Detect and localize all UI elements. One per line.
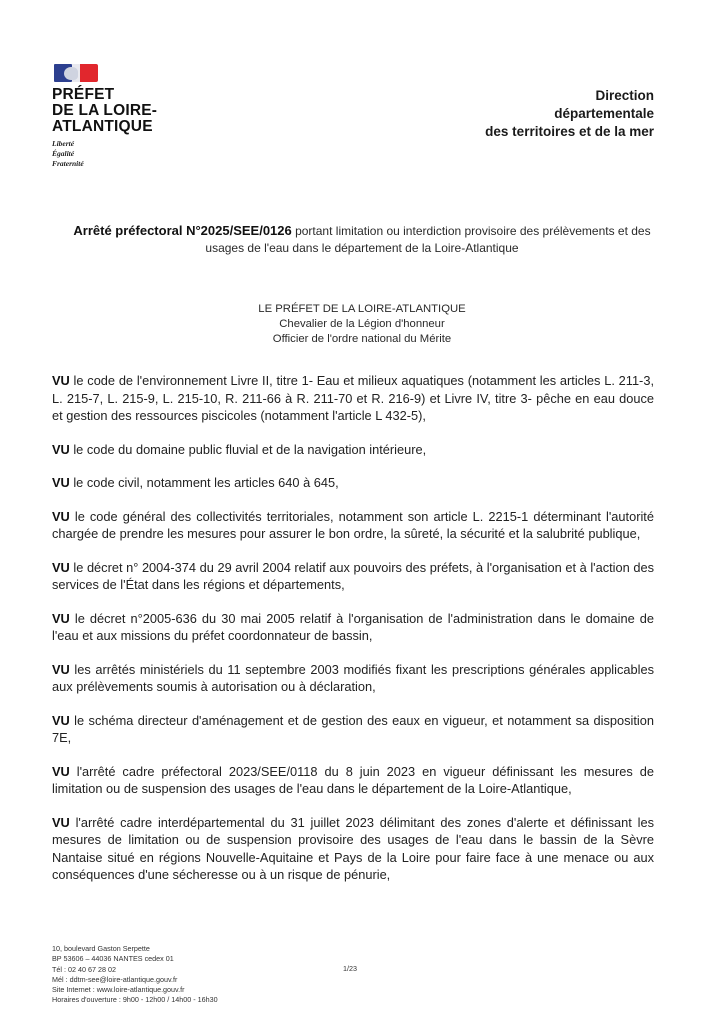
considerant-text: le code civil, notamment les articles 640 à 645, [69,475,339,490]
arrete-number: Arrêté préfectoral N°2025/SEE/0126 [73,223,292,238]
vu-keyword: VU [52,763,70,779]
footer-line: BP 53606 – 44036 NANTES cedex 01 [52,954,174,964]
prefet-name: LE PRÉFET DE LA LOIRE-ATLANTIQUE [258,303,466,315]
considerant-text: le code général des collectivités territoriales, notamment son article L. 2215-1 déterminant l'autorité chargée de prendre les mesures pour assurer le bon ordre, la sûreté, la sécurité et la salubrité publique, [52,508,654,541]
vu-keyword: VU [52,441,70,457]
prefet-logo-block [52,64,157,169]
considerant-item [52,372,654,425]
considerant-text: les arrêtés ministériels du 11 septembre 2003 modifiés fixant les prescriptions générales applicables aux prélèvements soumis à autorisation ou à déclaration, [52,661,654,694]
devise [52,139,157,169]
vu-keyword: VU [52,508,70,524]
prefet-distinction: Chevalier de la Légion d'honneur [279,318,445,330]
prefet-distinction: Officier de l'ordre national du Mérite [272,333,452,345]
direction-line: Direction [595,88,654,103]
arrete-title [60,222,664,257]
considerant-item [52,441,654,459]
considerant-item [52,661,654,696]
footer-address [52,944,218,1006]
considerant-item [52,508,654,543]
devise-egalite: Égalité [52,149,75,158]
devise-liberte: Liberté [52,139,75,148]
footer-line: Tél : 02 40 67 28 02 [52,964,116,974]
vu-keyword: VU [52,814,70,830]
considerant-item [52,712,654,747]
arrete-subject: portant limitation ou interdiction provisoire des prélèvements et des usages de l'eau dans le département de la Loire-Atlantique [205,224,651,255]
considerants-list [52,372,654,900]
vu-keyword: VU [52,712,70,728]
direction-line: départementale [554,106,654,121]
vu-keyword: VU [52,661,70,677]
vu-keyword: VU [52,610,70,626]
considerant-text: l'arrêté cadre interdépartemental du 31 juillet 2023 délimitant des zones d'alerte et définissant les mesures de limitation ou de suspension provisoire des usages de l'eau dans le bassin de la Sèvre Nantaise situé en régions Nouvelle-Aquitaine et Pays de la Loire pour faire face à une menace ou aux conséquences d'une sécheresse ou à un risque de pénurie, [52,814,654,882]
vu-keyword: VU [52,559,70,575]
prefet-title: PRÉFET DE LA LOIRE- ATLANTIQUE [52,86,158,135]
page-number: 1/23 [343,964,357,973]
considerant-item [52,559,654,594]
footer-line: Mél : ddtm-see@loire-atlantique.gouv.fr [52,974,178,984]
footer-line: 10, boulevard Gaston Serpette [52,944,150,953]
footer-line: Horaires d'ouverture : 9h00 - 12h00 / 14h00 - 16h30 [52,995,218,1005]
footer-line: Site Internet : www.loire-atlantique.gouv.fr [52,985,185,995]
considerant-text: le décret n°2005-636 du 30 mai 2005 relatif à l'organisation de l'administration dans le domaine de l'eau et aux missions du préfet coordonnateur de bassin, [52,610,654,643]
direction-line: des territoires et de la mer [485,124,654,139]
marianne-flag-icon [54,64,100,82]
considerant-text: l'arrêté cadre préfectoral 2023/SEE/0118 du 8 juin 2023 en vigueur définissant les mesures de limitation ou de suspension des usages de l'eau dans le département de la Loire-Atlantique, [52,763,654,796]
considerant-text: le décret n° 2004-374 du 29 avril 2004 relatif aux pouvoirs des préfets, à l'organisation et à l'action des services de l'État dans les régions et départements, [52,559,654,592]
considerant-item [52,474,654,492]
vu-keyword: VU [52,475,70,490]
devise-fraternite: Fraternité [52,159,84,168]
direction-block [485,87,654,141]
considerant-text: le code de l'environnement Livre II, titre 1- Eau et milieux aquatiques (notamment les articles L. 211-3, L. 215-7, L. 215-9, L. 215-10, R. 211-66 à R. 211-70 et R. 216-9) et Livre IV, titre 3- pêche en eau douce et gestion des ressources piscicoles (notamment l'article L 432-5), [52,373,654,423]
vu-keyword: VU [52,373,70,388]
considerant-item [52,763,654,798]
considerant-item [52,814,654,884]
prefet-block [0,302,724,347]
considerant-item [52,610,654,645]
considerant-text: le code du domaine public fluvial et de la navigation intérieure, [69,441,427,457]
considerant-text: le schéma directeur d'aménagement et de gestion des eaux en vigueur, et notamment sa disposition 7E, [52,712,654,745]
